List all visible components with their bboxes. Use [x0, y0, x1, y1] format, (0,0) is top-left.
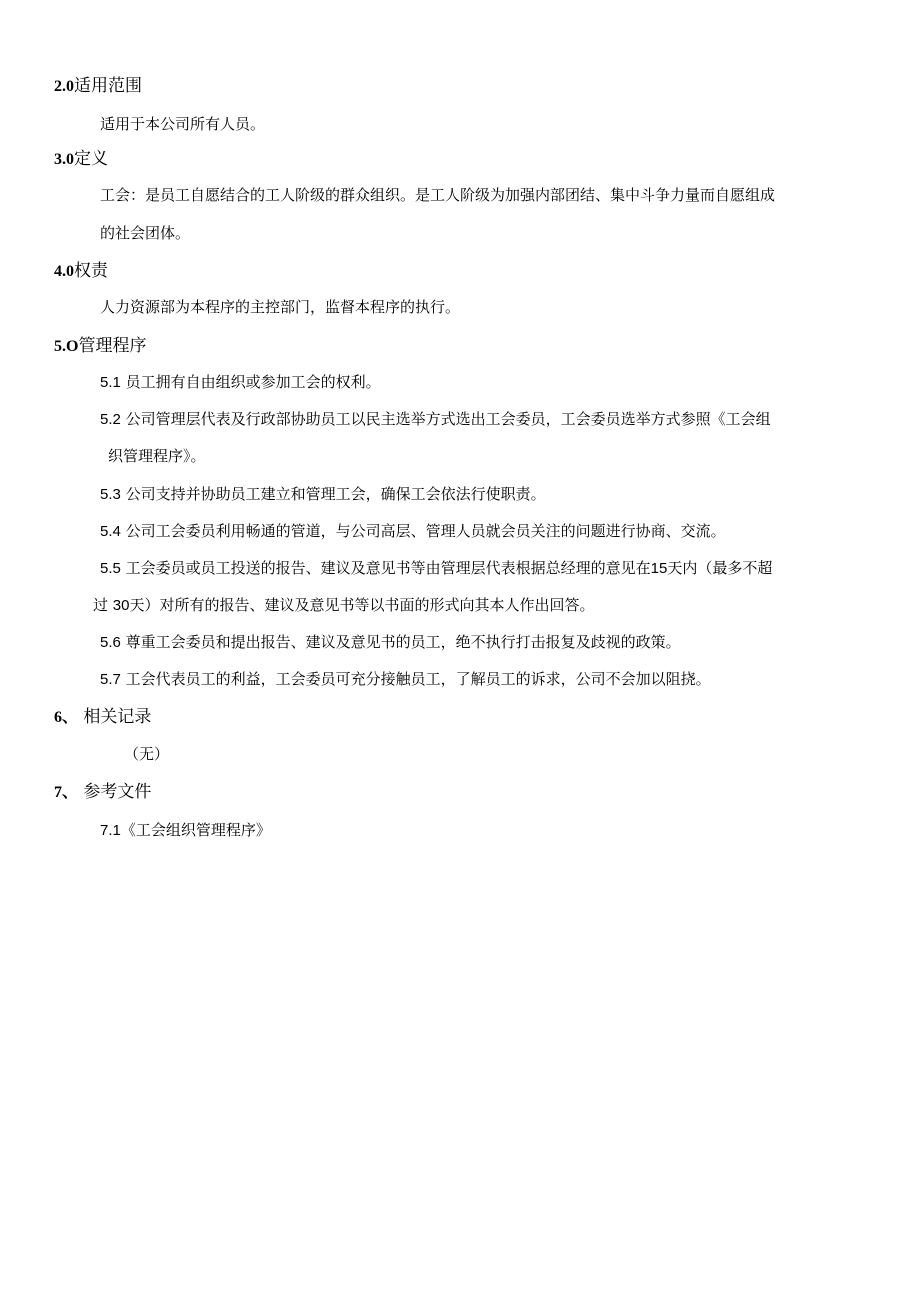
item-text: 天内（最多不超 [667, 559, 773, 577]
references-item-7-1 [100, 820, 271, 841]
section-heading-references [54, 781, 151, 804]
procedure-item-5-1 [100, 372, 381, 393]
item-text: 公司工会委员利用畅通的管道，与公司高层、管理人员就会员关注的问题进行协商、交流。 [125, 522, 726, 540]
section-heading-records [54, 706, 151, 729]
section-number: 4.0 [54, 263, 74, 280]
item-number: 5.2 [100, 411, 121, 428]
item-text: 《工会组织管理程序》 [120, 821, 271, 839]
section-heading-definition [54, 148, 108, 171]
item-number: 5.6 [100, 634, 121, 651]
section-title: 适用范围 [74, 76, 142, 96]
item-number: 5.3 [100, 486, 121, 503]
section-heading-procedure [54, 335, 146, 358]
item-text: 工会委员或员工投送的报告、建议及意见书等由管理层代表根据总经理的意见在 [125, 559, 651, 577]
procedure-item-5-5-continuation [93, 595, 595, 616]
item-text: 尊重工会委员和提出报告、建议及意见书的员工，绝不执行打击报复及歧视的政策。 [125, 633, 681, 651]
section-number: 5.O [54, 338, 79, 355]
procedure-item-5-4 [100, 521, 726, 542]
procedure-item-5-2-continuation: 织管理程序》。 [108, 447, 206, 465]
item-text: 工会代表员工的利益，工会委员可充分接触员工，了解员工的诉求，公司不会加以阻挠。 [125, 670, 711, 688]
item-text: 员工拥有自由组织或参加工会的权利。 [125, 373, 381, 391]
item-text: 公司管理层代表及行政部协助员工以民主选举方式选出工会委员，工会委员选举方式参照《工会组 [125, 410, 771, 428]
procedure-item-5-3 [100, 484, 546, 505]
item-number: 5.7 [100, 671, 121, 688]
item-number: 7.1 [100, 822, 121, 839]
item-number: 5.4 [100, 523, 121, 540]
section-title: 相关记录 [83, 707, 152, 727]
section-heading-responsibility [54, 260, 108, 283]
section-number: 3.0 [54, 151, 74, 168]
item-number: 5.1 [100, 374, 121, 391]
procedure-item-5-7 [100, 669, 711, 690]
scope-text: 适用于本公司所有人员。 [100, 115, 266, 133]
item-text: 过 [93, 596, 109, 614]
procedure-item-5-2 [100, 409, 771, 430]
section-number: 6、 [54, 709, 79, 726]
item-text: 公司支持并协助员工建立和管理工会，确保工会依法行使职责。 [125, 485, 546, 503]
item-text: 天）对所有的报告、建议及意见书等以书面的形式向其本人作出回答。 [129, 596, 595, 614]
section-title: 管理程序 [78, 336, 147, 356]
days-value: 15 [650, 560, 668, 577]
records-text: （无） [124, 745, 170, 763]
responsibility-text: 人力资源部为本程序的主控部门，监督本程序的执行。 [100, 298, 461, 316]
section-title: 定义 [74, 149, 108, 169]
definition-text-line-1: 工会：是员工自愿结合的工人阶级的群众组织。是工人阶级为加强内部团结、集中斗争力量而自愿组成 [100, 186, 776, 204]
item-number: 5.5 [100, 560, 121, 577]
procedure-item-5-5 [100, 558, 772, 579]
section-number: 2.0 [54, 78, 74, 95]
days-value: 30 [112, 597, 130, 614]
definition-text-line-2: 的社会团体。 [100, 224, 191, 242]
section-title: 权责 [74, 261, 108, 281]
section-number: 7、 [54, 784, 79, 801]
section-title: 参考文件 [83, 782, 152, 802]
section-heading-scope [54, 75, 142, 98]
procedure-item-5-6 [100, 632, 681, 653]
